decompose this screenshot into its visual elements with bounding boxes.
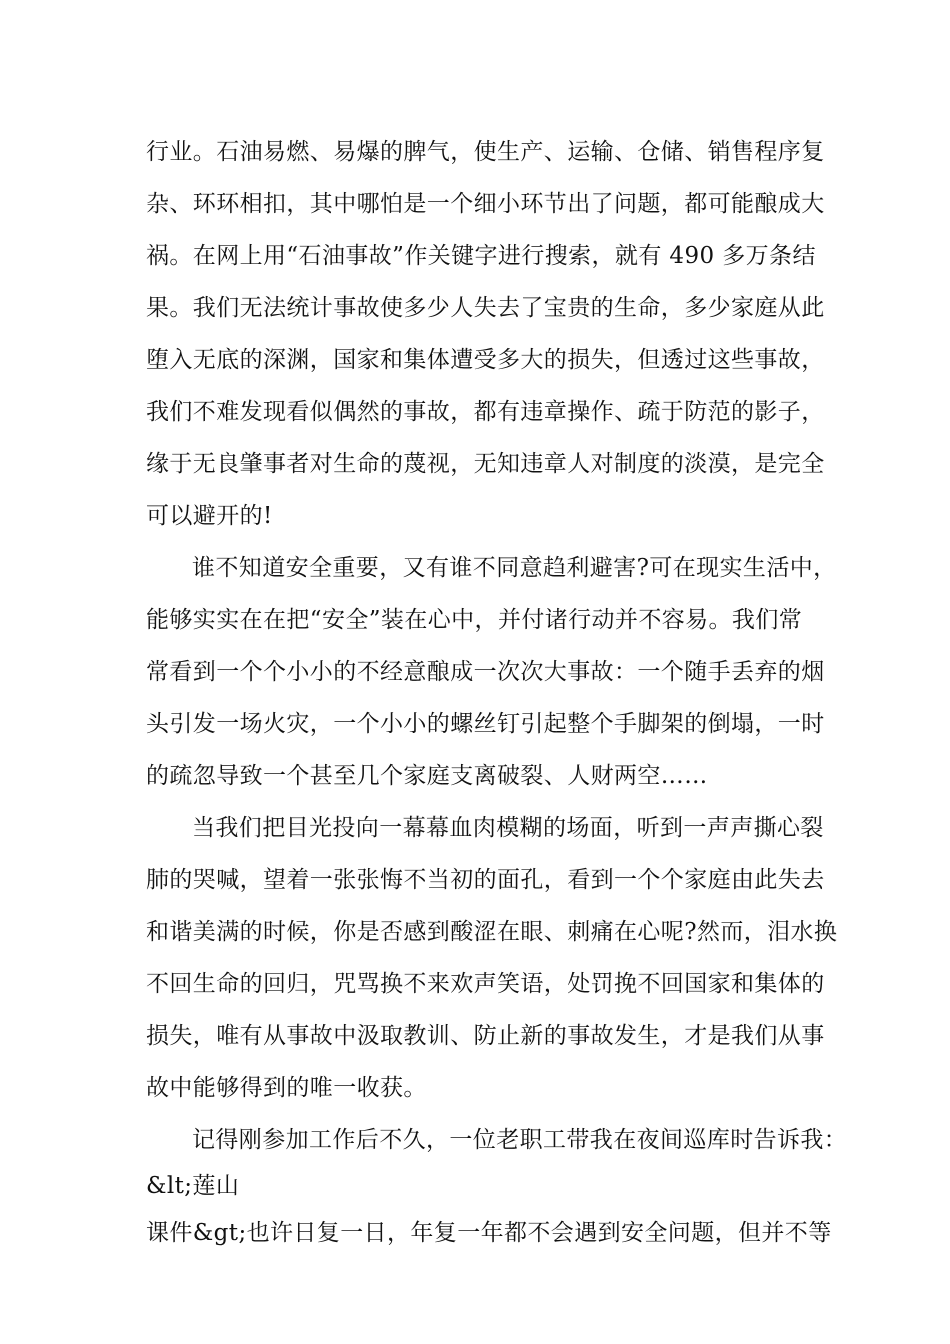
text-line: 常看到一个个小小的不经意酿成一次次大事故：一个随手丢弃的烟 [146,659,825,685]
text-line: 头引发一场火灾，一个小小的螺丝钉引起整个手脚架的倒塌，一时 [146,711,825,737]
paragraph-first-line: 记得刚参加工作后不久，一位老职工带我在夜间巡库时告诉我： [192,1127,848,1153]
text-line: &lt;莲山 [146,1173,240,1199]
text-line: 故中能够得到的唯一收获。 [146,1075,427,1101]
text-line: 行业。石油易燃、易爆的脾气，使生产、运输、仓储、销售程序复 [146,139,825,165]
text-line: 的疏忽导致一个甚至几个家庭支离破裂、人财两空…… [146,763,708,789]
text-line: 损失，唯有从事故中汲取教训、防止新的事故发生，才是我们从事 [146,1023,825,1049]
text-line: 肺的哭喊，望着一张张悔不当初的面孔，看到一个个家庭由此失去 [146,867,825,893]
paragraph-first-line: 当我们把目光投向一幕幕血肉模糊的场面，听到一声声撕心裂 [192,815,824,841]
text-line: 能够实实在在把“安全”装在心中，并付诸行动并不容易。我们常 [146,607,803,633]
text-line: 可以避开的! [146,503,273,529]
text-line: 和谐美满的时候，你是否感到酸涩在眼、刺痛在心呢?然而，泪水换 [146,919,838,945]
paragraph-first-line: 谁不知道安全重要，又有谁不同意趋利避害?可在现实生活中， [192,555,837,581]
text-line: 祸。在网上用“石油事故”作关键字进行搜索，就有 490 多万条结 [146,243,816,269]
text-line: 缘于无良肇事者对生命的蔑视，无知违章人对制度的淡漠，是完全 [146,451,825,477]
document-body [146,126,848,1259]
text-line: 课件&gt;也许日复一日，年复一年都不会遇到安全问题，但并不等 [146,1220,832,1246]
text-line: 杂、环环相扣，其中哪怕是一个细小环节出了问题，都可能酿成大 [146,191,825,217]
text-line: 堕入无底的深渊，国家和集体遭受多大的损失，但透过这些事故， [146,347,825,373]
text-line: 我们不难发现看似偶然的事故，都有违章操作、疏于防范的影子， [146,399,825,425]
text-line: 不回生命的回归，咒骂换不来欢声笑语，处罚挽不回国家和集体的 [146,971,825,997]
text-line: 果。我们无法统计事故使多少人失去了宝贵的生命，多少家庭从此 [146,295,825,321]
